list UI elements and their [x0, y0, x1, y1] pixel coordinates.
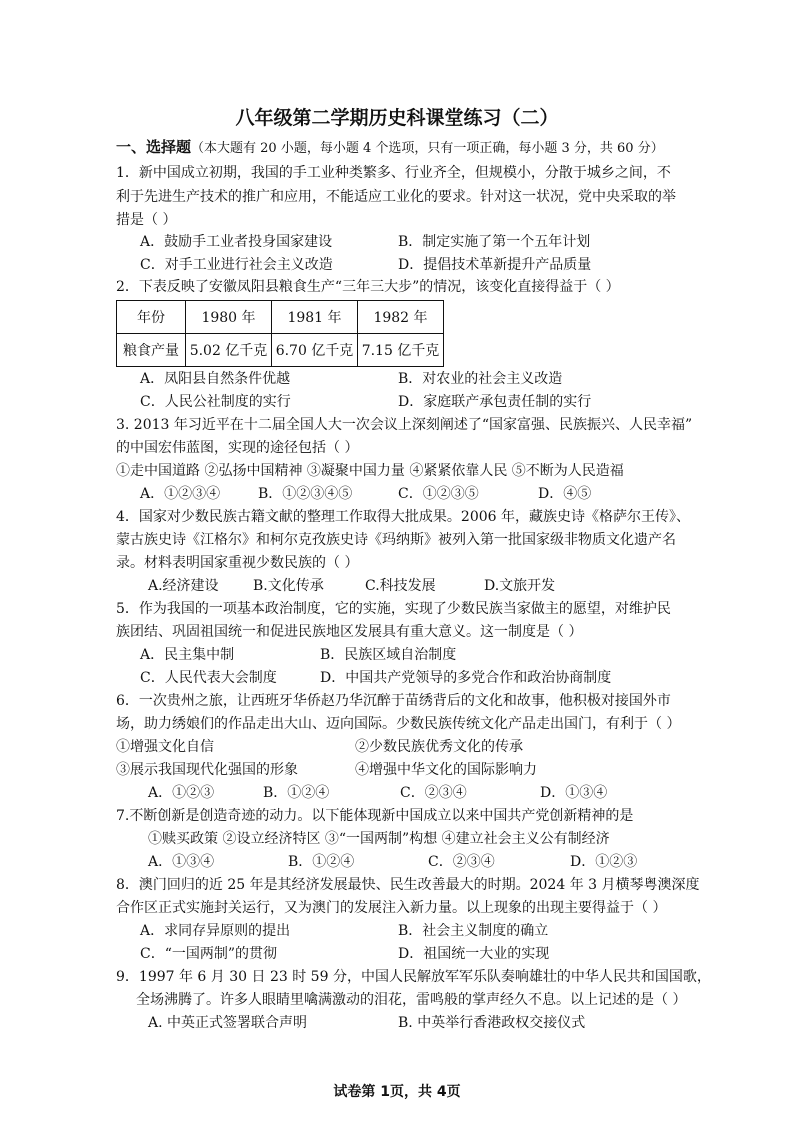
page-footer: 试卷第 1页，共 4页 — [333, 1084, 461, 1100]
q2-stem: 2．下表反映了安徽凤阳县粮食生产“三年三大步”的情况，该变化直接得益于（ ） — [116, 279, 620, 295]
q6-option-b: B．①②④ — [263, 785, 330, 801]
table-header-row — [117, 301, 444, 334]
q9-line-1: 9．1997 年 6 月 30 日 23 时 59 分，中国人民解放军军乐队奏响雄壮的中华人民共和国国歌， — [116, 969, 711, 985]
q9-line-2: 全场沸腾了。许多人眼睛里噙满激动的泪花，雷鸣般的掌声经久不息。以上记述的是（ ） — [136, 992, 687, 1008]
q8-option-d: D．祖国统一大业的实现 — [398, 946, 550, 962]
q7-stem: 7.不断创新是创造奇迹的动力。以下能体现新中国成立以来中国共产党创新精神的是 — [116, 808, 634, 824]
table-row — [117, 334, 444, 367]
q1-option-c: C．对手工业进行社会主义改造 — [140, 257, 333, 273]
q5-line-2: 族团结、巩固祖国统一和促进民族地区发展具有重大意义。这一制度是（ ） — [116, 624, 583, 640]
q7-option-b: B．①②④ — [288, 854, 355, 870]
section-heading — [116, 138, 664, 158]
q4-option-b: B.文化传承 — [253, 578, 324, 594]
q6-item-4: ④增强中华文化的国际影响力 — [355, 762, 537, 778]
table-cell: 7.15 亿千克 — [358, 334, 444, 367]
q6-option-c: C．②③④ — [400, 785, 467, 801]
q7-option-c: C．②③④ — [428, 854, 495, 870]
q6-option-d: D．①③④ — [540, 785, 608, 801]
q1-line-2: 利于先进生产技术的推广和应用，不能适应工业化的要求。针对这一状况，党中央采取的举 — [116, 189, 676, 205]
q8-line-2: 合作区正式实施封关运行，又为澳门的发展注入新力量。以上现象的出现主要得益于（ ） — [116, 900, 667, 916]
q6-option-a: A．①②③ — [148, 785, 215, 801]
q1-line-1: 1．新中国成立初期，我国的手工业种类繁多、行业齐全，但规模小，分散于城乡之间，不 — [116, 165, 671, 181]
q4-option-d: D.文旅开发 — [484, 578, 556, 594]
q6-line-1: 6．一次贵州之旅，让西班牙华侨赵乃华沉醉于苗绣背后的文化和故事，他积极对接国外市 — [116, 693, 671, 709]
q4-line-2: 蒙古族史诗《江格尔》和柯尔克孜族史诗《玛纳斯》被列入第一批国家级非物质文化遗产名 — [116, 532, 676, 548]
q4-line-3: 录。材料表明国家重视少数民族的（ ） — [116, 555, 359, 571]
q5-option-b: B．民族区域自治制度 — [320, 647, 457, 663]
q2-option-b: B．对农业的社会主义改造 — [398, 371, 563, 387]
q5-option-a: A．民主集中制 — [140, 647, 235, 663]
q6-item-1: ①增强文化自信 — [116, 739, 214, 755]
q3-line-1: 3. 2013 年习近平在十二届全国人大一次会议上深刻阐述了“国家富强、民族振兴、人民幸福” — [116, 417, 693, 433]
q6-item-2: ②少数民族优秀文化的传承 — [355, 739, 523, 755]
q8-option-a: A．求同存异原则的提出 — [140, 923, 291, 939]
q2-option-a: A．凤阳县自然条件优越 — [140, 371, 291, 387]
q7-items: ①赎买政策 ②设立经济特区 ③“一国两制”构想 ④建立社会主义公有制经济 — [148, 831, 610, 847]
q8-option-b: B．社会主义制度的确立 — [398, 923, 549, 939]
q4-option-c: C.科技发展 — [365, 578, 436, 594]
q3-option-a: A．①②③④ — [140, 486, 221, 502]
q5-line-1: 5．作为我国的一项基本政治制度，它的实施，实现了少数民族当家做主的愿望，对维护民 — [116, 601, 671, 617]
q5-option-c: C．人民代表大会制度 — [140, 670, 277, 686]
q7-option-a: A．①③④ — [148, 854, 215, 870]
q9-option-a: A. 中英正式签署联合声明 — [148, 1015, 308, 1031]
q2-option-d: D．家庭联产承包责任制的实行 — [398, 394, 592, 410]
q1-line-3: 措是（ ） — [116, 212, 177, 228]
q2-option-c: C．人民公社制度的实行 — [140, 394, 291, 410]
q5-option-d: D．中国共产党领导的多党合作和政治协商制度 — [320, 670, 612, 686]
table-cell: 6.70 亿千克 — [272, 334, 358, 367]
q3-option-c: C．①②③⑤ — [398, 486, 479, 502]
table-cell: 5.02 亿千克 — [186, 334, 272, 367]
table-header-cell: 1982 年 — [358, 301, 444, 334]
q1-option-a: A．鼓励手工业者投身国家建设 — [140, 234, 333, 250]
grain-output-table — [116, 300, 444, 367]
q6-item-3: ③展示我国现代化强国的形象 — [116, 762, 298, 778]
table-header-cell: 1981 年 — [272, 301, 358, 334]
table-header-cell: 年份 — [117, 301, 186, 334]
section-label: 一、选择题 — [116, 138, 192, 156]
table-cell: 粮食产量 — [117, 334, 186, 367]
q8-option-c: C．“一国两制”的贯彻 — [140, 946, 278, 962]
q1-option-b: B．制定实施了第一个五年计划 — [398, 234, 591, 250]
q6-line-2: 场，助力绣娘们的作品走出大山、迈向国际。少数民族传统文化产品走出国门，有利于（ ） — [116, 716, 681, 732]
q3-line-3: ①走中国道路 ②弘扬中国精神 ③凝聚中国力量 ④紧紧依靠人民 ⑤不断为人民造福 — [116, 463, 624, 479]
section-note: （本大题有 20 小题，每小题 4 个选项，只有一项正确，每小题 3 分，共 60 分） — [191, 141, 664, 156]
q8-line-1: 8．澳门回归的近 25 年是其经济发展最快、民生改善最大的时期。2024 年 3 月横琴粤澳深度 — [116, 877, 700, 893]
q3-option-b: B．①②③④⑤ — [258, 486, 353, 502]
q3-option-d: D．④⑤ — [538, 486, 592, 502]
q3-line-2: 的中国宏伟蓝图，实现的途径包括（ ） — [116, 440, 359, 456]
q1-option-d: D．提倡技术革新提升产品质量 — [398, 257, 592, 273]
table-header-cell: 1980 年 — [186, 301, 272, 334]
page-title: 八年级第二学期历史科课堂练习（二） — [235, 107, 559, 129]
q9-option-b: B. 中英举行香港政权交接仪式 — [398, 1015, 586, 1031]
q4-line-1: 4．国家对少数民族古籍文献的整理工作取得大批成果。2006 年，藏族史诗《格萨尔王传》、 — [116, 509, 690, 525]
q7-option-d: D．①②③ — [570, 854, 638, 870]
q4-option-a: A.经济建设 — [148, 578, 219, 594]
